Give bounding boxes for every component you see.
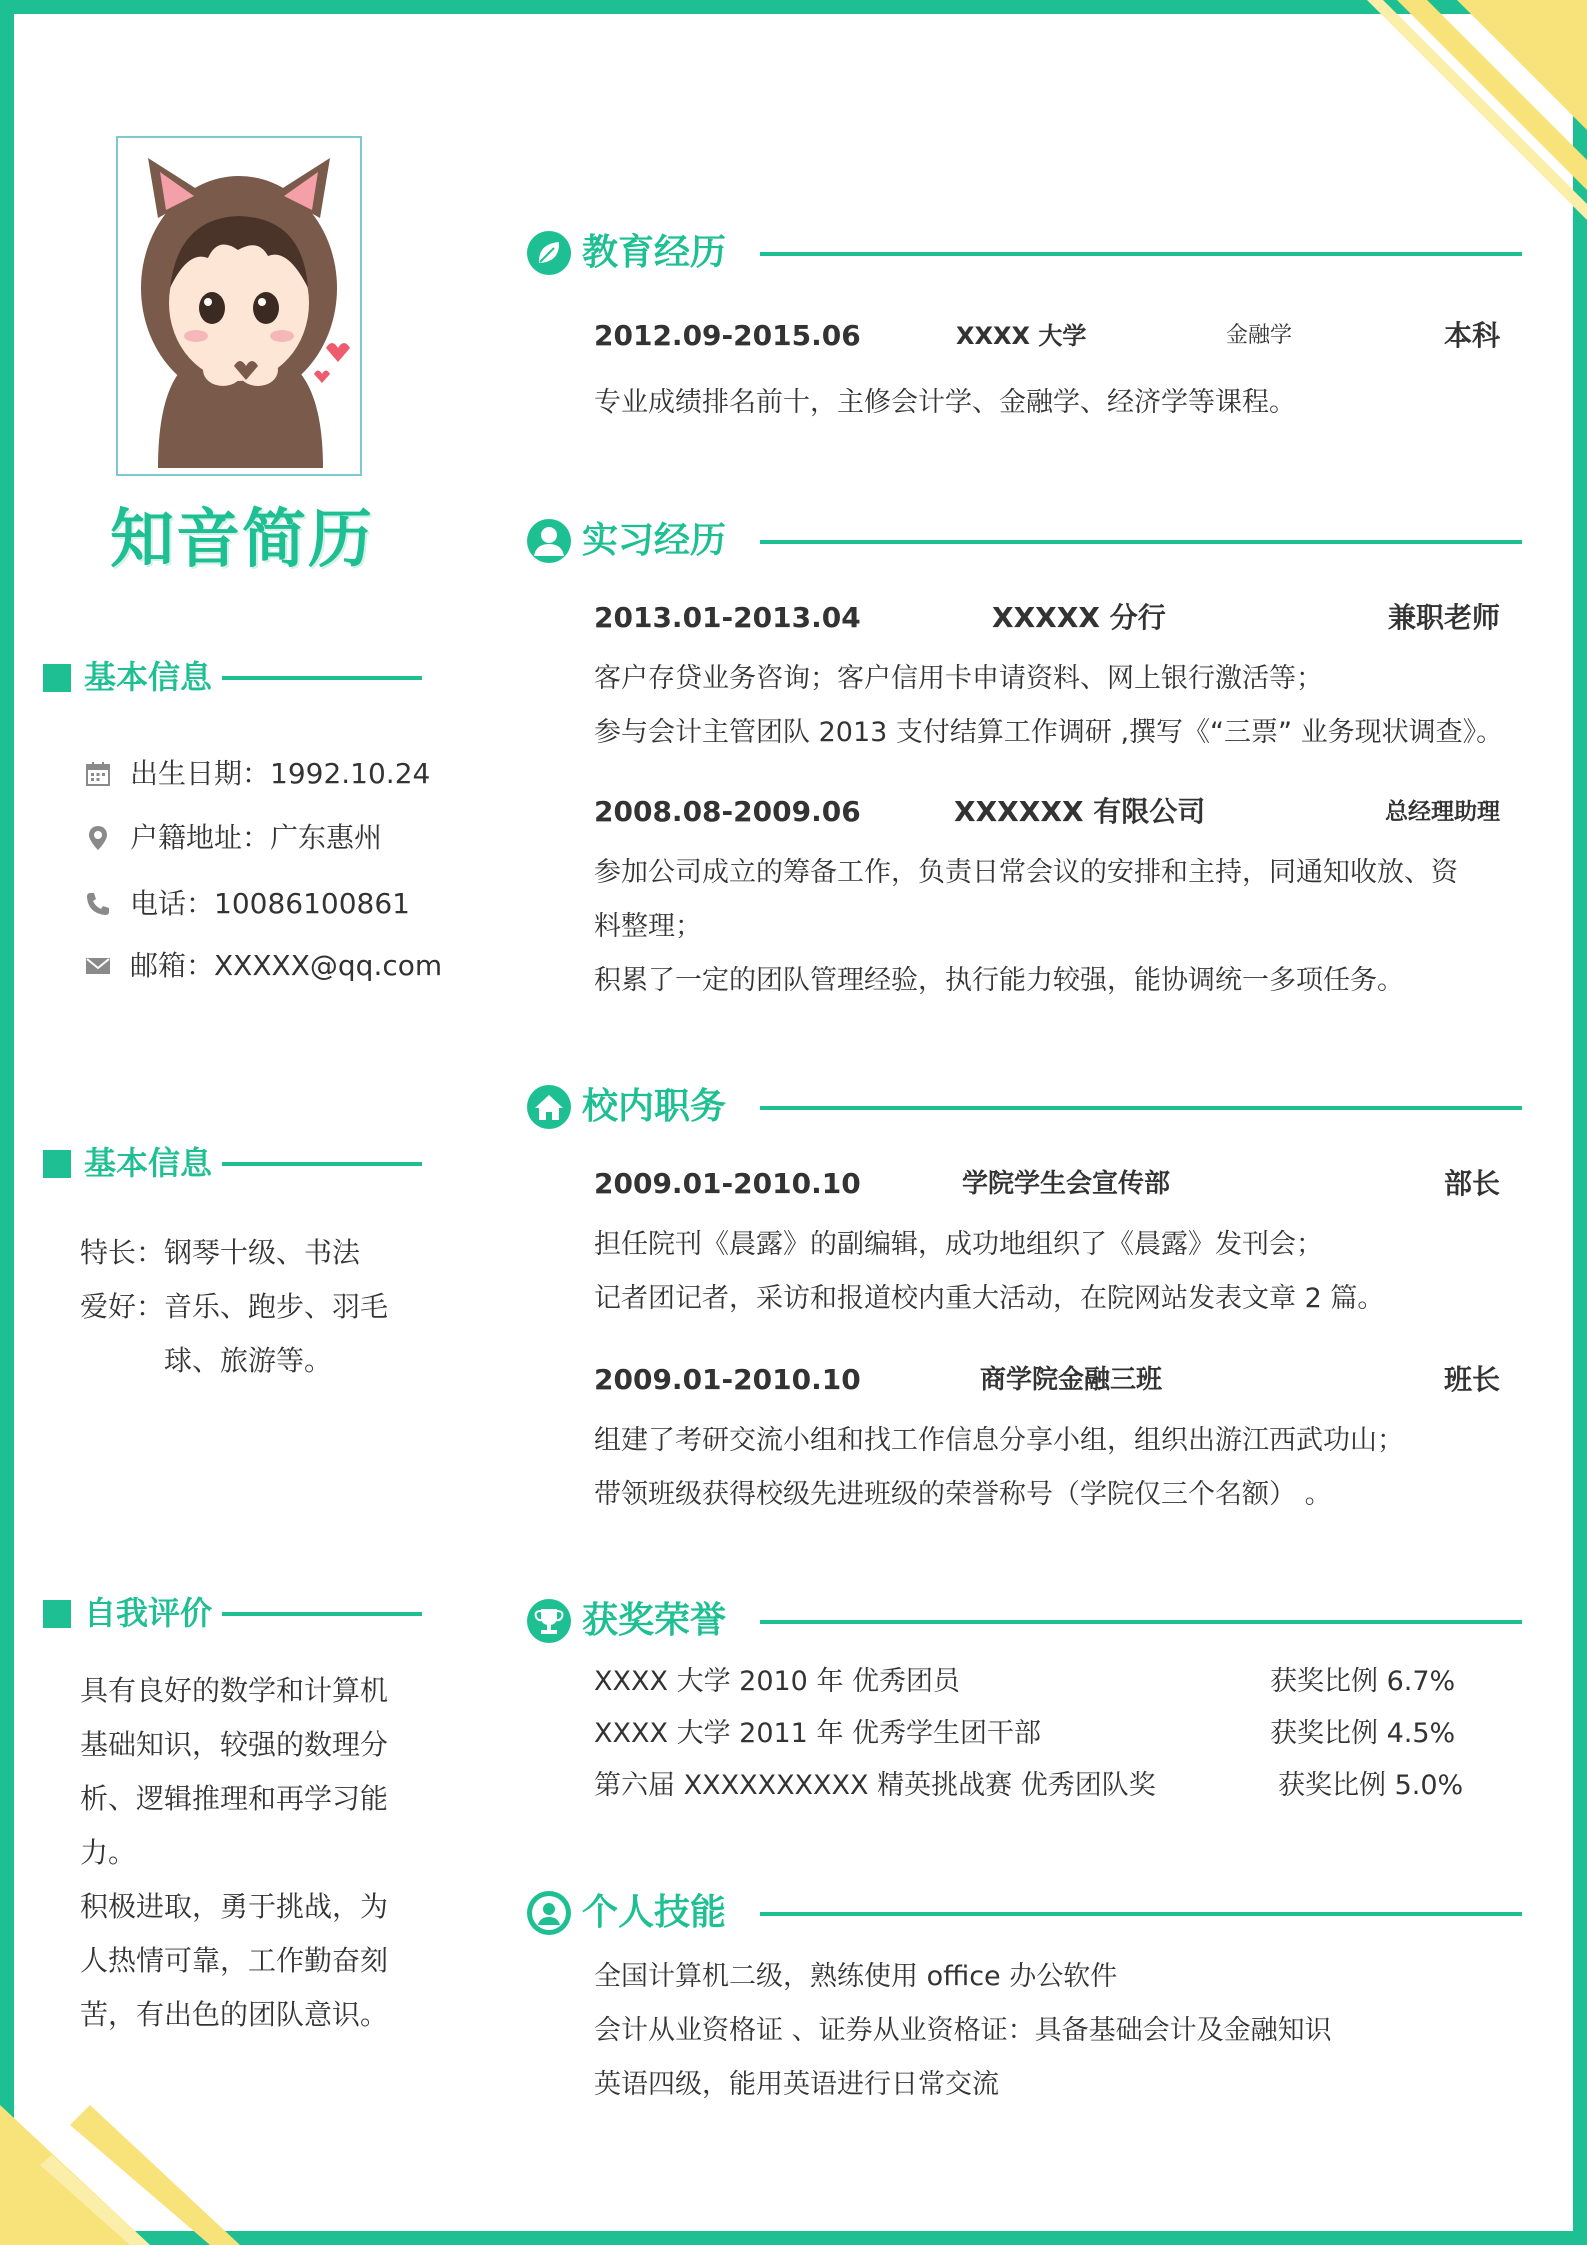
section-divider	[222, 676, 422, 680]
education-entry-header	[594, 316, 1500, 356]
section-education-header	[526, 228, 1526, 278]
text-line: 力。	[80, 1836, 137, 1869]
section-basic-info-2-header	[40, 1142, 430, 1182]
text-line: 苦，有出色的团队意识。	[80, 1998, 389, 2031]
section-internship-header	[526, 516, 1526, 566]
award-ratio: 获奖比例 4.5%	[1270, 1718, 1456, 1749]
entry-org: XXXXX 分行	[992, 601, 1166, 634]
text-line: 全国计算机二级，熟练使用 office 办公软件	[594, 1961, 1118, 1992]
info-text: 邮箱：XXXXX@qq.com	[130, 949, 443, 982]
self-eval-text	[80, 1664, 388, 2042]
text-line: 人热情可靠，工作勤奋刻	[80, 1944, 389, 1977]
mail-icon	[84, 952, 112, 980]
text-line: 记者团记者，采访和报道校内重大活动，在院网站发表文章 2 篇。	[594, 1283, 1385, 1314]
section-basic-info-header	[40, 656, 430, 696]
leaf-icon	[526, 230, 572, 276]
location-pin-icon	[84, 824, 112, 852]
hobbies-text	[80, 1226, 388, 1388]
award-ratio: 获奖比例 6.7%	[1270, 1666, 1456, 1697]
trophy-icon	[526, 1598, 572, 1644]
section-title: 教育经历	[582, 232, 727, 273]
section-divider	[222, 1612, 422, 1616]
skills-description	[594, 1950, 1534, 2112]
section-title: 实习经历	[582, 520, 727, 561]
award-ratio: 获奖比例 5.0%	[1278, 1770, 1464, 1801]
section-title: 基本信息	[84, 1144, 213, 1182]
text-line: 析、逻辑推理和再学习能	[80, 1782, 389, 1815]
text-line: 带领班级获得校级先进班级的荣誉称号（学院仅三个名额） 。	[594, 1479, 1332, 1510]
info-text: 户籍地址：广东惠州	[130, 821, 383, 854]
entry-major: 金融学	[1226, 323, 1293, 348]
text-line: 参加公司成立的筹备工作，负责日常会议的安排和主持，同通知收放、资	[594, 857, 1458, 888]
entry-date: 2009.01-2010.10	[594, 1363, 861, 1396]
entry-org: 学院学生会宣传部	[962, 1169, 1171, 1199]
text-line: 组建了考研交流小组和找工作信息分享小组，组织出游江西武功山；	[594, 1425, 1404, 1456]
brand-title: 知音简历	[110, 503, 374, 577]
award-name: XXXX 大学 2011 年 优秀学生团干部	[594, 1718, 1042, 1749]
text-line: 会计从业资格证 、证券从业资格证：具备基础会计及金融知识	[594, 2015, 1332, 2046]
info-birthday	[84, 754, 464, 794]
section-divider	[760, 252, 1522, 256]
section-self-eval-header	[40, 1592, 430, 1632]
phone-icon	[84, 890, 112, 918]
entry-org: 商学院金融三班	[980, 1365, 1163, 1395]
square-bullet-icon	[43, 664, 71, 692]
text-line: 担任院刊《晨露》的副编辑，成功地组织了《晨露》发刊会；	[594, 1229, 1323, 1260]
section-title: 个人技能	[582, 1892, 727, 1933]
campus-entry-1-description	[594, 1218, 1534, 1326]
entry-date: 2008.08-2009.06	[594, 795, 861, 828]
text-line: 英语四级，能用英语进行日常交流	[594, 2069, 999, 2100]
section-divider	[760, 1912, 1522, 1916]
award-item	[594, 1712, 1500, 1756]
award-name: 第六届 XXXXXXXXXX 精英挑战赛 优秀团队奖	[594, 1770, 1156, 1801]
text-line: 专业成绩排名前十，主修会计学、金融学、经济学等课程。	[594, 387, 1296, 418]
internship-entry-1-header	[594, 598, 1500, 638]
info-email	[84, 946, 464, 986]
section-title: 自我评价	[84, 1594, 213, 1632]
award-item	[594, 1660, 1500, 1704]
section-divider	[760, 1106, 1522, 1110]
square-bullet-icon	[43, 1600, 71, 1628]
section-skills-header	[526, 1888, 1526, 1938]
text-line: 球、旅游等。	[80, 1344, 333, 1377]
entry-role: 兼职老师	[1387, 601, 1500, 634]
internship-entry-2-header	[594, 792, 1500, 832]
award-item	[594, 1764, 1500, 1808]
internship-entry-1-description	[594, 652, 1534, 760]
text-line: 积累了一定的团队管理经验，执行能力较强，能协调统一多项任务。	[594, 965, 1404, 996]
text-line: 爱好：音乐、跑步、羽毛	[80, 1290, 389, 1323]
text-line: 参与会计主管团队 2013 支付结算工作调研 ,撰写《“三票” 业务现状调查》。	[594, 717, 1504, 748]
text-line: 基础知识，较强的数理分	[80, 1728, 389, 1761]
entry-role: 总经理助理	[1385, 799, 1500, 825]
section-title: 校内职务	[582, 1086, 727, 1127]
info-text: 电话：10086100861	[130, 887, 410, 920]
internship-entry-2-description	[594, 846, 1534, 1008]
section-title: 获奖荣誉	[582, 1600, 727, 1641]
entry-org: XXXX 大学	[956, 322, 1087, 350]
entry-date: 2013.01-2013.04	[594, 601, 861, 634]
entry-date: 2009.01-2010.10	[594, 1167, 861, 1200]
entry-org: XXXXXX 有限公司	[954, 795, 1206, 828]
campus-entry-2-description	[594, 1414, 1534, 1522]
section-divider	[222, 1162, 422, 1166]
calendar-icon	[84, 760, 112, 788]
profile-photo	[116, 136, 362, 476]
person-icon	[526, 518, 572, 564]
section-awards-header	[526, 1596, 1526, 1646]
info-text: 出生日期：1992.10.24	[130, 757, 431, 790]
section-campus-header	[526, 1082, 1526, 1132]
info-hometown	[84, 818, 464, 858]
award-name: XXXX 大学 2010 年 优秀团员	[594, 1666, 961, 1697]
section-divider	[760, 1620, 1522, 1624]
text-line: 特长：钢琴十级、书法	[80, 1236, 361, 1269]
text-line: 积极进取，勇于挑战，为	[80, 1890, 389, 1923]
entry-degree: 本科	[1443, 319, 1500, 352]
text-line: 客户存贷业务咨询；客户信用卡申请资料、网上银行激活等；	[594, 663, 1323, 694]
campus-entry-1-header	[594, 1164, 1500, 1204]
education-description	[594, 376, 1534, 430]
campus-entry-2-header	[594, 1360, 1500, 1400]
entry-role: 部长	[1443, 1167, 1500, 1200]
text-line: 具有良好的数学和计算机	[80, 1674, 389, 1707]
entry-role: 班长	[1443, 1363, 1500, 1396]
text-line: 料整理；	[594, 911, 702, 942]
entry-date: 2012.09-2015.06	[594, 319, 861, 352]
right-column	[520, 0, 1520, 2245]
info-phone	[84, 884, 464, 924]
square-bullet-icon	[43, 1150, 71, 1178]
section-title: 基本信息	[84, 658, 213, 696]
left-column	[0, 0, 470, 2245]
avatar-illustration	[118, 138, 360, 474]
user-circle-icon	[526, 1890, 572, 1936]
section-divider	[760, 540, 1522, 544]
home-icon	[526, 1084, 572, 1130]
